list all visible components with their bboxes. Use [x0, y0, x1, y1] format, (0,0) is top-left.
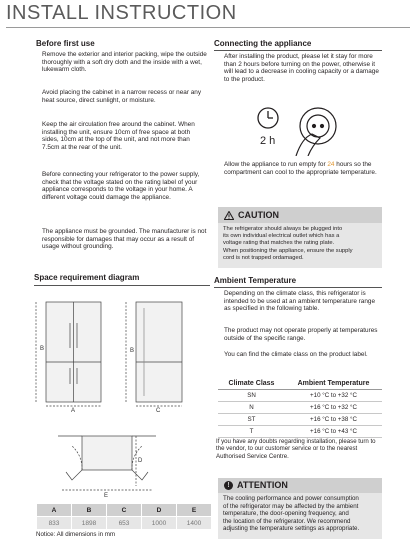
- space-diagram: [34, 288, 210, 498]
- ambient-temp-header: Ambient Temperature: [285, 378, 382, 390]
- space-heading: Space requirement diagram: [34, 273, 140, 282]
- climate-class-cell: ST: [218, 414, 285, 426]
- ambient-para-1: Depending on the climate class, this refrigerator is intended to be used at an ambient temperature range as specified in the following table.: [224, 290, 375, 312]
- dim-header-b: B: [72, 504, 107, 517]
- climate-class-header: Climate Class: [218, 378, 285, 390]
- ambient-footer: If you have any doubts regarding installation, please turn to the vendor, to our customer service or to the nearest Authorised Service Centre.: [216, 438, 376, 460]
- ambient-heading-rule: [214, 287, 382, 288]
- attention-bar: [218, 478, 382, 493]
- caution-body: [218, 223, 382, 268]
- side-label-b: B: [130, 348, 135, 354]
- exclamation-icon: !: [224, 481, 233, 490]
- dim-label-e: E: [104, 493, 109, 498]
- ambient-heading: Ambient Temperature: [214, 276, 297, 285]
- side-view: [126, 302, 182, 406]
- wait-label: 2 h: [260, 135, 276, 147]
- space-heading-rule: [34, 285, 210, 286]
- before-para-4: Before connecting your refrigerator to the power supply, check that the voltage stated on the rating label of your appliance corresponds to the voltage in your home. A different voltage could damage the appliance.: [42, 171, 200, 201]
- table-row: [218, 390, 382, 402]
- ambient-para-2: The product may not operate properly at temperatures outside of the specific range.: [224, 327, 378, 342]
- climate-class-table: [218, 378, 382, 438]
- temp-range-cell: +10 °C to +32 °C: [285, 390, 382, 402]
- before-first-use-heading: Before first use: [36, 39, 95, 48]
- before-para-5: The appliance must be grounded. The manufacturer is not responsible for damages that may occur as a result of usage without grounding.: [42, 228, 207, 250]
- attention-title: ATTENTION: [237, 480, 288, 490]
- temp-range-cell: +16 °C to +38 °C: [285, 414, 382, 426]
- caution-bar: [218, 207, 382, 223]
- dim-label-d: D: [138, 458, 143, 464]
- before-para-3: Keep the air circulation free around the cabinet. When installing the unit, ensure 10cm of free space at both sides, 10cm at the top of the unit, and not more than 7.5cm at the rear of the unit.: [42, 121, 195, 151]
- dim-header-c: C: [107, 504, 142, 517]
- dim-header-e: E: [177, 504, 212, 517]
- caution-line: cord is not trapped ordamaged.: [223, 254, 304, 261]
- attention-line: the location of the refrigerator. We recommend: [223, 517, 351, 525]
- dim-value-d: 1000: [142, 517, 177, 530]
- dim-label-a: A: [71, 408, 76, 414]
- climate-class-cell: SN: [218, 390, 285, 402]
- table-row: [218, 402, 382, 414]
- dim-value-a: 833: [37, 517, 72, 530]
- after-text-pre: Allow the appliance to run empty for: [224, 161, 328, 168]
- attention-body: [218, 493, 382, 539]
- ambient-para-3: You can find the climate class on the product label.: [224, 351, 368, 358]
- after-text-post: hours so the compartment can cool to the appropriate temperature.: [224, 161, 377, 176]
- table-row: [218, 414, 382, 426]
- connecting-heading: Connecting the appliance: [214, 39, 312, 48]
- attention-line: of the refrigerator may be affected by the ambient: [223, 502, 359, 510]
- before-para-2: Avoid placing the cabinet in a narrow recess or near any heat source, direct sunlight, or moisture.: [42, 89, 202, 104]
- attention-line: The cooling performance and power consumption: [223, 495, 359, 502]
- dimensions-note: Notice: All dimensions in mm: [36, 531, 116, 538]
- table-row: [218, 426, 382, 438]
- power-socket-icon: [296, 108, 336, 156]
- title-rule: [6, 27, 410, 28]
- dim-header-d: D: [142, 504, 177, 517]
- temp-range-cell: +16 °C to +43 °C: [285, 426, 382, 438]
- clock-icon: [258, 108, 278, 128]
- caution-title: CAUTION: [238, 210, 279, 220]
- dimensions-table: [36, 503, 212, 530]
- dim-label-b: B: [40, 346, 45, 352]
- front-view: [36, 302, 101, 406]
- caution-line: When positioning the appliance, ensure the supply: [223, 247, 353, 254]
- after-hours: 24: [327, 161, 335, 168]
- before-para-1: Remove the exterior and interior packing, wipe the outside thoroughly with a soft dry cloth and the inside with a wet, lukewarm cloth.: [42, 51, 207, 73]
- connecting-after: [224, 161, 382, 176]
- dim-value-e: 1400: [177, 517, 212, 530]
- caution-line: its own individual electrical outlet which has a: [223, 233, 340, 240]
- attention-line: temperature, the door-opening frequency, and: [223, 510, 349, 518]
- dim-header-a: A: [37, 504, 72, 517]
- attention-line: adjusting the temperature settings as appropriate.: [223, 525, 360, 533]
- climate-class-cell: T: [218, 426, 285, 438]
- caution-line: The refrigerator should always be plugged into: [223, 226, 343, 232]
- climate-class-cell: N: [218, 402, 285, 414]
- temp-range-cell: +16 °C to +32 °C: [285, 402, 382, 414]
- connecting-intro: After installing the product, please let it stay for more than 2 hours before turning on the power, otherwise it will lead to a decrease in cooling capacity or a damage to the product.: [224, 53, 379, 83]
- dim-value-b: 1898: [72, 517, 107, 530]
- connecting-heading-rule: [214, 50, 382, 51]
- caution-line: voltage rating that matches the rating plate.: [223, 240, 335, 247]
- plug-illustration: [252, 98, 352, 156]
- dim-label-c: C: [156, 408, 161, 414]
- page-title: INSTALL INSTRUCTION: [6, 2, 237, 24]
- warning-icon: [224, 211, 234, 220]
- dim-value-c: 653: [107, 517, 142, 530]
